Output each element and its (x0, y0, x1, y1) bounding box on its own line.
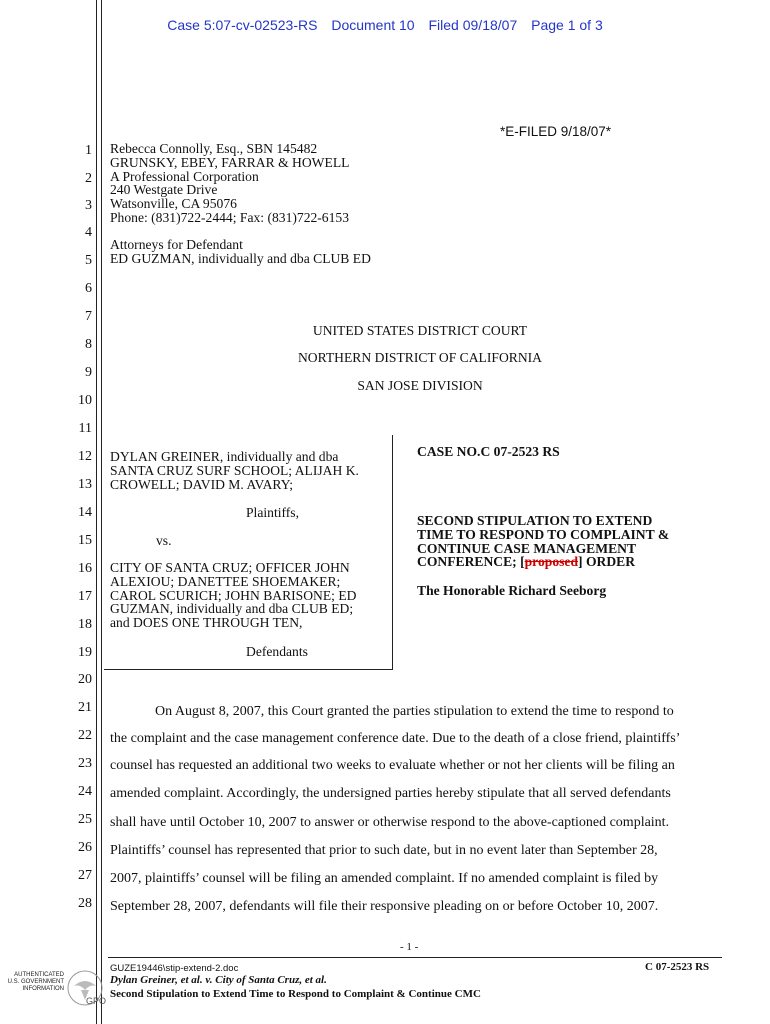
attorneys-for: Attorneys for Defendant (110, 236, 243, 252)
header-document-number: Document 10 (331, 17, 415, 33)
document-title-line: CONTINUE CASE MANAGEMENT (417, 540, 637, 556)
firm-phone: Phone: (831)722-2444; Fax: (831)722-6153 (110, 209, 349, 225)
line-number: 17 (78, 589, 92, 604)
line-number: 21 (78, 700, 92, 715)
document-title-line: SECOND STIPULATION TO EXTEND (417, 513, 653, 528)
title-prefix: CONFERENCE; [ (417, 554, 525, 570)
gpo-label: GPO (86, 996, 107, 1006)
plaintiffs-line: SANTA CRUZ SURF SCHOOL; ALIJAH K. (110, 462, 359, 478)
line-number: 16 (78, 561, 92, 576)
court-division: SAN JOSE DIVISION (357, 378, 483, 393)
plaintiffs-line: DYLAN GREINER, individually and dba (110, 449, 339, 464)
title-suffix: ] ORDER (578, 554, 636, 570)
line-number: 13 (78, 477, 92, 492)
line-number: 19 (78, 645, 92, 660)
footer-rule (108, 957, 722, 958)
court-district: NORTHERN DISTRICT OF CALIFORNIA (297, 350, 542, 365)
defendants-line: GUZMAN, individually and dba CLUB ED; (110, 601, 354, 617)
attorney-block (110, 142, 371, 265)
line-number: 26 (78, 840, 92, 855)
body-line: Plaintiffs’ counsel has represented that prior to such date, but in no event later than September 28, (110, 843, 658, 858)
versus-label: vs. (156, 533, 172, 548)
line-number: 9 (85, 365, 92, 380)
court-name: UNITED STATES DISTRICT COURT (312, 323, 528, 338)
defendants-label: Defendants (246, 644, 308, 659)
line-number: 12 (78, 449, 92, 464)
margin-rule-left-inner (101, 0, 102, 1024)
line-number: 14 (78, 505, 92, 520)
firm-street: 240 Westgate Drive (110, 182, 218, 198)
defendants-line: CAROL SCURICH; JOHN BARISONE; ED (110, 587, 357, 603)
document-title-line-last (417, 555, 669, 569)
body-line: counsel has requested an additional two weeks to evaluate whether or not her clients will be filing an (110, 758, 675, 773)
line-number: 10 (78, 393, 92, 408)
line-number: 27 (78, 868, 92, 883)
defendants-line: ALEXIOU; DANETTEE SHOEMAKER; (110, 573, 341, 589)
judge-name: The Honorable Richard Seeborg (417, 583, 607, 598)
line-number: 23 (78, 756, 92, 771)
line-number: 28 (78, 896, 92, 911)
line-number: 24 (78, 784, 92, 799)
defendants-line: CITY OF SANTA CRUZ; OFFICER JOHN (110, 560, 350, 575)
firm-corp: A Professional Corporation (110, 168, 259, 184)
defendants-line: and DOES ONE THROUGH TEN, (110, 615, 303, 631)
footer-case-name: Dylan Greiner, et al. v. City of Santa Cruz, et al. (110, 974, 327, 986)
header-filed-date: Filed 09/18/07 (428, 17, 518, 33)
line-number: 22 (78, 728, 92, 743)
body-line: shall have until October 10, 2007 to answer or otherwise respond to the above-captioned complaint. (110, 815, 670, 830)
line-number: 2 (85, 171, 92, 186)
line-number: 7 (85, 309, 92, 324)
line-number: 25 (78, 812, 92, 827)
ecf-header (0, 17, 770, 33)
line-number: 4 (85, 225, 92, 240)
seal-text-line: INFORMATION (22, 986, 64, 992)
header-case-number: Case 5:07-cv-02523-RS (167, 17, 318, 33)
body-line: On August 8, 2007, this Court granted the parties stipulation to extend the time to respond to (155, 704, 674, 719)
page-marker: - 1 - (400, 941, 419, 953)
body-line: 2007, plaintiffs’ counsel will be filing an amended complaint. If no amended complaint is filed by (110, 871, 659, 886)
defendants-names (110, 561, 356, 630)
body-line: September 28, 2007, defendants will file their responsive pleading on or before October 10, 2007. (110, 899, 659, 914)
header-page-count: Page 1 of 3 (531, 17, 603, 33)
document-title (417, 514, 669, 569)
plaintiffs-line: CROWELL; DAVID M. AVARY; (110, 476, 294, 492)
efiled-stamp: *E-FILED 9/18/07* (500, 124, 612, 139)
footer-case-number: C 07-2523 RS (645, 961, 710, 973)
seal-text-line: U.S. GOVERNMENT (7, 979, 64, 985)
plaintiffs-names (110, 450, 359, 491)
margin-rule-left (96, 0, 97, 1024)
footer-filename: GUZE19446\stip-extend-2.doc (110, 963, 239, 974)
case-number: CASE NO.C 07-2523 RS (417, 444, 560, 459)
line-number: 18 (78, 617, 92, 632)
line-number: 8 (85, 337, 92, 352)
body-line: the complaint and the case management conference date. Due to the death of a close friend, plaintiffs’ (110, 731, 681, 746)
line-number: 5 (85, 253, 92, 268)
firm-city: Watsonville, CA 95076 (110, 196, 237, 212)
attorney-name: Rebecca Connolly, Esq., SBN 145482 (110, 141, 318, 156)
plaintiffs-label: Plaintiffs, (246, 505, 299, 520)
seal-text-line: AUTHENTICATED (14, 972, 64, 978)
line-number: 11 (78, 421, 92, 436)
line-number: 3 (85, 198, 92, 213)
client-name: ED GUZMAN, individually and dba CLUB ED (110, 250, 371, 266)
footer-document-title: Second Stipulation to Extend Time to Respond to Complaint & Continue CMC (110, 988, 481, 1000)
firm-name: GRUNSKY, EBEY, FARRAR & HOWELL (110, 154, 350, 170)
body-line: amended complaint. Accordingly, the undersigned parties hereby stipulate that all served defendants (110, 786, 671, 801)
line-number: 15 (78, 533, 92, 548)
line-number: 20 (78, 672, 92, 687)
struck-proposed: proposed (524, 554, 579, 570)
line-number: 6 (85, 281, 92, 296)
seal-text (6, 972, 64, 993)
document-title-line: TIME TO RESPOND TO COMPLAINT & (417, 526, 670, 542)
line-number: 1 (85, 143, 92, 158)
